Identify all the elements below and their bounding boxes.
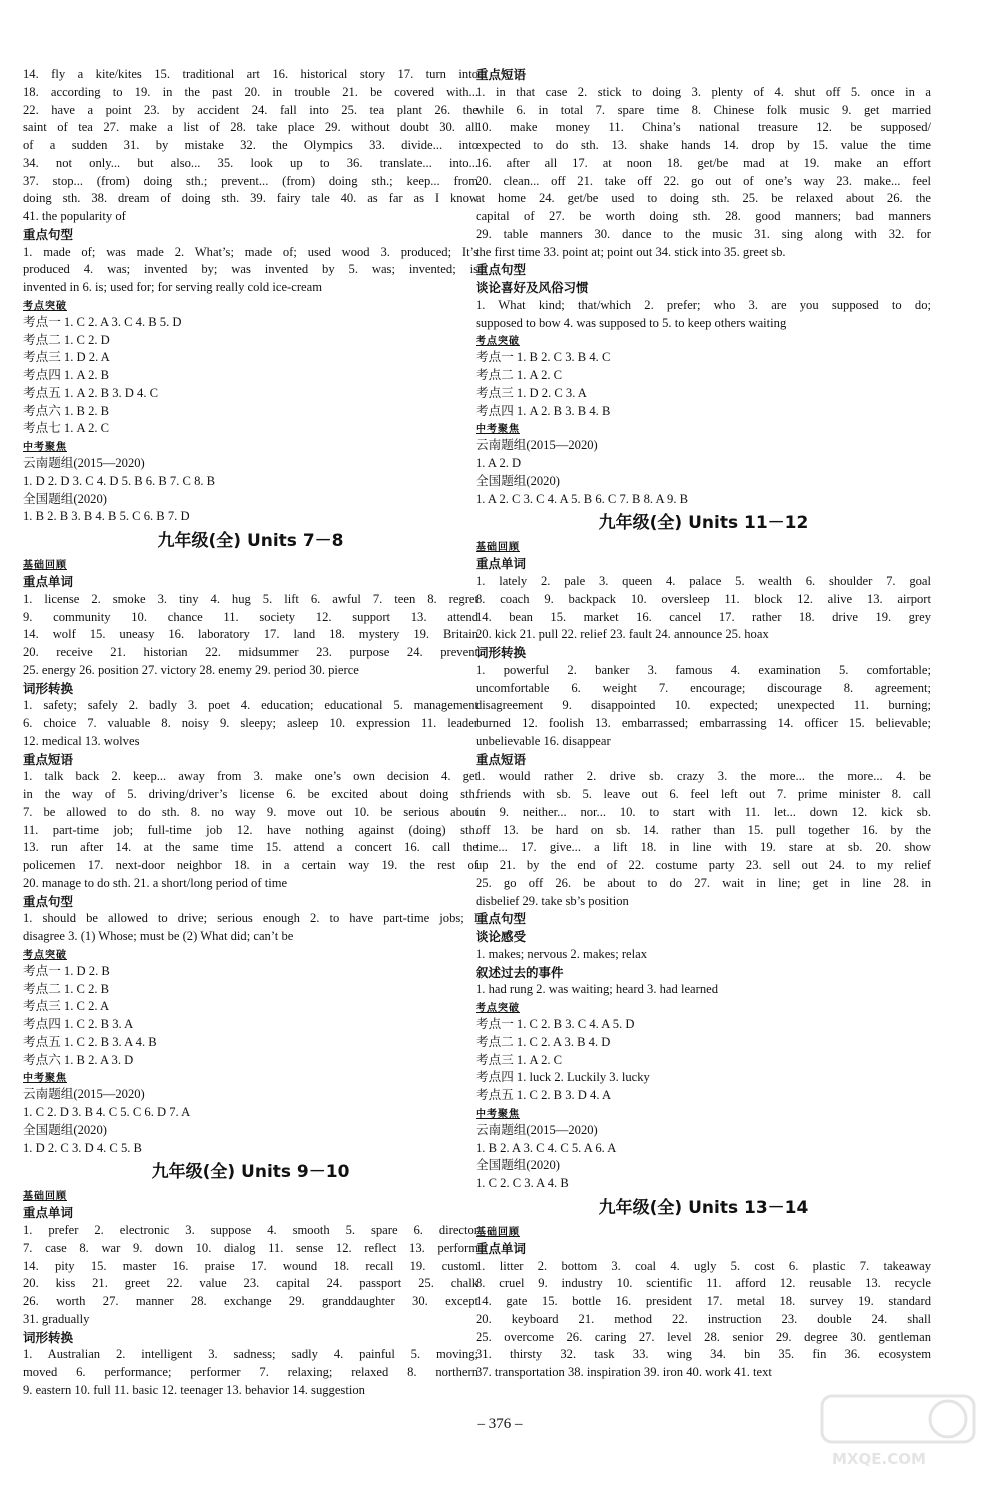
text-line: 20. kick 21. pull 22. relief 23. fault 24. announce 25. hoax: [476, 627, 769, 642]
text-line: disbelief 29. take sb’s position: [476, 893, 629, 908]
u1112-exam-focus: [476, 1122, 931, 1193]
text-line: 云南题组(2015—2020): [23, 1087, 145, 1102]
text-line: 25. go off 26. be about to do 27. wait in line; get in line 28. in: [476, 875, 931, 890]
right-column: [476, 66, 931, 1382]
left-column: [23, 66, 478, 1400]
text-line: 1. prefer 2. electronic 3. suppose 4. smooth 5. spare 6. director: [23, 1223, 478, 1237]
tag-exam-focus: 中考聚焦: [476, 424, 520, 436]
text-line: 31. gradually: [23, 1311, 90, 1326]
text-line: 7. case 8. war 9. down 10. dialog 11. sense 12. reflect 13. perform: [23, 1240, 478, 1255]
u910-word-forms: [23, 1346, 478, 1399]
right-exam-focus: [476, 437, 931, 508]
text-line: 37. stop... (from) doing sth.; prevent... (from) doing sth.; keep... from: [23, 173, 478, 188]
text-line: 14. pity 15. master 16. praise 17. wound 18. recall 19. custom: [23, 1258, 478, 1273]
tag-basic-review: 基础回顾: [23, 1191, 67, 1203]
section-title-units-9-10: 九年级(全) Units 9－10: [151, 1162, 350, 1183]
u78-key-phrases: [23, 768, 478, 892]
text-line: 考点六 1. B 2. B: [23, 403, 110, 418]
tag-basic-review: 基础回顾: [476, 1226, 520, 1238]
u78-key-words: [23, 591, 478, 680]
text-line: 1. Australian 2. intelligent 3. sadness; sadly 4. painful 5. moving;: [23, 1347, 478, 1362]
text-line: 全国题组(2020): [23, 1122, 107, 1137]
text-line: 6. choice 7. valuable 8. noisy 9. sleepy; asleep 10. expression 11. leader: [23, 716, 478, 730]
u1112-key-words: [476, 573, 931, 644]
text-line: 8. coach 9. backpack 10. oversleep 11. block 12. alive 13. airport: [476, 591, 931, 606]
text-line: 31. thirsty 32. task 33. wing 34. bin 35. fin 36. ecosystem: [476, 1347, 931, 1362]
text-line: 10. make money 11. China’s national treasure 12. be supposed/: [476, 120, 931, 135]
text-line: 9. community 10. chance 11. society 12. support 13. attend: [23, 609, 478, 624]
text-line: while 6. in total 7. spare time 8. Chinese folk music 9. get married: [476, 102, 931, 117]
text-line: disagree 3. (1) Whose; must be (2) What did; can’t be: [23, 929, 294, 943]
text-line: at home 24. get/be used to doing sth. 25. be relaxed about 26. the: [476, 191, 931, 206]
right-key-sentences: [476, 297, 931, 333]
text-line: 25. overcome 26. caring 27. level 28. senior 29. degree 30. gentleman: [476, 1329, 931, 1344]
tag-basic-review: 基础回顾: [23, 560, 67, 571]
text-line: 考点二 1. A 2. C: [476, 368, 563, 382]
heading-key-phrases: 重点短语: [476, 751, 527, 767]
text-line: 25. energy 26. position 27. victory 28. enemy 29. period 30. pierce: [23, 662, 359, 677]
heading-key-sentences: 重点句型: [23, 226, 74, 242]
text-line: supposed to bow 4. was supposed to 5. to keep others waiting: [476, 315, 787, 330]
subheading-preferences-customs: 谈论喜好及风俗习惯: [476, 280, 589, 295]
text-line: invented in 6. is; used for; for serving really cold ice-cream: [23, 280, 322, 294]
text-line: 7. be allowed to do sth. 8. no way 9. move out 10. be serious about: [23, 804, 478, 819]
text-line: saint of tea 27. make a list of 28. take place 29. without doubt 30. all: [23, 120, 478, 135]
text-line: 18. according to 19. in the past 20. in trouble 21. be covered with...: [23, 84, 478, 99]
text-line: 1. license 2. smoke 3. tiny 4. hug 5. lift 6. awful 7. teen 8. regret: [23, 591, 478, 606]
text-line: 1. makes; nervous 2. makes; relax: [476, 946, 648, 961]
text-line: 41. the popularity of: [23, 209, 126, 223]
text-line: 考点一 1. C 2. B 3. C 4. A 5. D: [476, 1017, 635, 1031]
text-line: 考点一 1. C 2. A 3. C 4. B 5. D: [23, 314, 182, 329]
right-key-phrases: [476, 84, 931, 262]
text-line: 考点一 1. B 2. C 3. B 4. C: [476, 350, 611, 365]
text-line: 1. had rung 2. was waiting; heard 3. had learned: [476, 982, 719, 997]
left-test-points: [23, 314, 478, 438]
text-line: 考点二 1. C 2. B: [23, 981, 110, 996]
text-line: 考点六 1. B 2. A 3. D: [23, 1052, 134, 1067]
u78-key-sentences: [23, 910, 478, 946]
text-line: 考点七 1. A 2. C: [23, 421, 110, 436]
text-line: 20. kiss 21. greet 22. value 23. capital 24. passport 25. chalk: [23, 1276, 478, 1291]
right-test-points: [476, 349, 931, 420]
text-line: 考点五 1. C 2. B 3. D 4. A: [476, 1088, 612, 1102]
text-line: 16. after all 17. at noon 18. get/be mad at 19. make an effort: [476, 155, 931, 170]
left-exam-focus: [23, 455, 478, 526]
text-line: 考点三 1. D 2. A: [23, 350, 110, 365]
text-line: 考点三 1. D 2. C 3. A: [476, 385, 587, 400]
text-line: 云南题组(2015—2020): [23, 456, 145, 470]
text-line: 13. run after 14. at the same time 15. attend a concert 16. call the: [23, 840, 478, 855]
tag-test-points: 考点突破: [476, 336, 520, 348]
text-line: 20. keyboard 21. method 22. instruction 23. double 24. shall: [476, 1311, 931, 1326]
text-line: 1. What kind; that/which 2. prefer; who 3. are you supposed to do;: [476, 297, 931, 312]
text-line: in the way of 5. driving/driver’s license 6. be excited about doing sth.: [23, 787, 478, 801]
text-line: 9. eastern 10. full 11. basic 12. teenager 13. behavior 14. suggestion: [23, 1382, 365, 1397]
text-line: 1. C 2. C 3. A 4. B: [476, 1176, 569, 1190]
u1112-sentences-feelings: [476, 946, 931, 964]
u78-word-forms: [23, 697, 478, 750]
watermark-logo: [818, 1392, 978, 1472]
heading-key-words: 重点单词: [476, 556, 527, 572]
tag-test-points: 考点突破: [476, 1003, 520, 1014]
text-line: 11. part-time job; full-time job 12. have nothing against (doing) sth.: [23, 822, 478, 837]
text-line: 1. made of; was made 2. What’s; made of; used wood 3. produced; It’s: [23, 244, 478, 259]
text-line: 考点五 1. A 2. B 3. D 4. C: [23, 385, 159, 400]
text-line: 20. manage to do sth. 21. a short/long period of time: [23, 875, 288, 890]
text-line: 12. medical 13. wolves: [23, 733, 140, 748]
text-line: off 13. be hard on sb. 14. rather than 15. pull together 16. by the: [476, 822, 931, 837]
page-number: – 376 –: [477, 1416, 523, 1432]
text-line: 22. have a point 23. by accident 24. fall into 25. tea plant 26. the: [23, 102, 478, 117]
text-line: 1. A 2. D: [476, 456, 522, 470]
heading-key-phrases: 重点短语: [476, 67, 527, 82]
text-line: 1. lately 2. pale 3. queen 4. palace 5. wealth 6. shoulder 7. goal: [476, 574, 931, 588]
text-line: 14. wolf 15. uneasy 16. laboratory 17. land 18. mystery 19. Britain: [23, 627, 478, 642]
text-line: in 9. neither... nor... 10. to start with 11. let... down 12. kick sb.: [476, 804, 931, 819]
text-line: 云南题组(2015—2020): [476, 438, 598, 453]
heading-key-sentences: 重点句型: [476, 262, 527, 278]
text-line: friends with sb. 5. leave out 6. feel left out 7. prime minister 8. call: [476, 787, 931, 801]
text-line: expected to do sth. 13. shake hands 14. drop by 15. value the time: [476, 138, 931, 152]
text-line: 1. would rather 2. drive sb. crazy 3. the more... the more... 4. be: [476, 769, 931, 784]
tag-exam-focus: 中考聚焦: [476, 1108, 520, 1120]
u1112-sentences-past: [476, 981, 931, 999]
tag-exam-focus: 中考聚焦: [23, 1073, 67, 1085]
text-line: 14. gate 15. bottle 16. president 17. metal 18. survey 19. standard: [476, 1294, 931, 1308]
text-line: 14. bean 15. market 16. cancel 17. rather 18. drive 19. grey: [476, 609, 931, 624]
watermark-text: MXQE.COM: [832, 1450, 926, 1468]
u1112-test-points: [476, 1016, 931, 1105]
section-title-units-13-14: 九年级(全) Units 13－14: [598, 1197, 809, 1218]
heading-word-forms: 词形转换: [476, 645, 527, 660]
u1112-key-phrases: [476, 768, 931, 910]
u910-key-words: [23, 1222, 478, 1329]
text-line: 考点四 1. luck 2. Luckily 3. lucky: [476, 1070, 650, 1085]
text-line: up 21. by the end of 22. costume party 23. sell out 24. to my relief: [476, 858, 931, 872]
text-line: 1. talk back 2. keep... away from 3. make one’s own decision 4. get: [23, 769, 478, 784]
text-line: 1. should be allowed to drive; serious enough 2. to have part-time jobs; I: [23, 911, 478, 926]
text-line: 14. fly a kite/kites 15. traditional art 16. historical story 17. turn into: [23, 67, 478, 81]
section-title-units-7-8: 九年级(全) Units 7－8: [157, 531, 344, 551]
text-line: 20. receive 21. historian 22. midsummer 23. purpose 24. prevent: [23, 645, 478, 659]
text-line: unbelievable 16. disappear: [476, 733, 611, 748]
text-line: 考点二 1. C 2. A 3. B 4. D: [476, 1034, 611, 1049]
text-line: 8. cruel 9. industry 10. scientific 11. afford 12. reusable 13. recycle: [476, 1276, 931, 1291]
text-line: disagreement 9. disappointed 10. expected; unexpected 11. burning;: [476, 698, 931, 713]
text-line: 全国题组(2020): [476, 473, 560, 488]
heading-key-sentences: 重点句型: [476, 911, 527, 927]
heading-key-words: 重点单词: [23, 574, 74, 589]
heading-word-forms: 词形转换: [23, 1329, 74, 1345]
text-line: produced 4. was; invented by; was invented by 5. was; invented; is: [23, 262, 478, 277]
text-line: 考点三 1. A 2. C: [476, 1052, 563, 1067]
u78-exam-focus: [23, 1086, 478, 1157]
text-line: 考点五 1. C 2. B 3. A 4. B: [23, 1034, 157, 1049]
text-line: 1. litter 2. bottom 3. coal 4. ugly 5. cost 6. plastic 7. takeaway: [476, 1258, 931, 1273]
text-line: 1. D 2. C 3. D 4. C 5. B: [23, 1140, 142, 1155]
section-title-units-11-12: 九年级(全) Units 11－12: [598, 513, 809, 534]
text-line: 37. transportation 38. inspiration 39. iron 40. work 41. text: [476, 1365, 772, 1379]
text-line: 1. A 2. C 3. C 4. A 5. B 6. C 7. B 8. A 9. B: [476, 491, 689, 506]
text-line: 1. C 2. D 3. B 4. C 5. C 6. D 7. A: [23, 1105, 191, 1119]
text-line: 考点一 1. D 2. B: [23, 963, 110, 978]
tag-exam-focus: 中考聚焦: [23, 442, 67, 453]
heading-key-words: 重点单词: [23, 1205, 74, 1221]
heading-key-phrases: 重点短语: [23, 751, 74, 767]
text-line: time... 17. give... a lift 18. in line with 19. stare at sb. 20. show: [476, 840, 931, 855]
text-line: capital of 27. be worth doing sth. 28. good manners; bad manners: [476, 209, 931, 223]
text-line: 1. in that case 2. stick to doing 3. plenty of 4. shut off 5. once in a: [476, 84, 931, 99]
text-line: 考点四 1. A 2. B: [23, 368, 110, 382]
text-line: burned 12. foolish 13. embarrassed; embarrassing 14. officer 15. believable;: [476, 716, 931, 730]
text-line: of a sudden 31. by mistake 32. the Olympics 33. divide... into: [23, 138, 478, 152]
text-line: 26. worth 27. manner 28. exchange 29. granddaughter 30. except: [23, 1294, 478, 1308]
text-line: 云南题组(2015—2020): [476, 1122, 598, 1137]
heading-key-words: 重点单词: [476, 1240, 527, 1256]
tag-basic-review: 基础回顾: [476, 542, 520, 554]
left-key-sentences: [23, 244, 478, 297]
text-line: 考点二 1. C 2. D: [23, 332, 110, 347]
text-line: 考点四 1. C 2. B 3. A: [23, 1017, 134, 1031]
u78-test-points: [23, 963, 478, 1070]
text-line: 20. clean... off 21. take off 22. go out of one’s way 23. make... feel: [476, 173, 931, 188]
text-line: uncomfortable 6. weight 7. encourage; discourage 8. agreement;: [476, 680, 931, 695]
tag-test-points: 考点突破: [23, 949, 67, 961]
heading-key-sentences: 重点句型: [23, 893, 74, 909]
text-line: 1. D 2. D 3. C 4. D 5. B 6. B 7. C 8. B: [23, 473, 216, 488]
text-line: 1. safety; safely 2. badly 3. poet 4. education; educational 5. management: [23, 698, 478, 713]
text-line: 全国题组(2020): [23, 491, 107, 506]
text-line: 考点三 1. C 2. A: [23, 999, 110, 1014]
text-line: moved 6. performance; performer 7. relaxing; relaxed 8. northern: [23, 1365, 478, 1379]
text-line: 1. B 2. B 3. B 4. B 5. C 6. B 7. D: [23, 509, 190, 524]
heading-word-forms: 词形转换: [23, 680, 74, 696]
u1112-word-forms: [476, 662, 931, 751]
text-line: doing sth. 38. dream of doing sth. 39. fairy tale 40. as far as I know: [23, 191, 478, 206]
u1314-key-words: [476, 1258, 931, 1382]
left-top-phrases: [23, 66, 478, 226]
text-line: 考点四 1. A 2. B 3. B 4. B: [476, 403, 611, 418]
text-line: the first time 33. point at; point out 34. stick into 35. greet sb.: [476, 244, 786, 259]
text-line: 1. powerful 2. banker 3. famous 4. examination 5. comfortable;: [476, 662, 931, 677]
text-line: 1. B 2. A 3. C 4. C 5. A 6. A: [476, 1140, 617, 1155]
subheading-past-events: 叙述过去的事件: [476, 964, 564, 980]
tag-test-points: 考点突破: [23, 300, 67, 312]
text-line: policemen 17. next-door neighbor 18. in a certain way 19. the rest of: [23, 858, 478, 872]
text-line: 29. table manners 30. dance to the music 31. sing along with 32. for: [476, 226, 931, 241]
text-line: 34. not only... but also... 35. look up to 36. translate... into...: [23, 155, 478, 170]
subheading-talking-feelings: 谈论感受: [476, 929, 527, 944]
text-line: 全国题组(2020): [476, 1158, 560, 1173]
